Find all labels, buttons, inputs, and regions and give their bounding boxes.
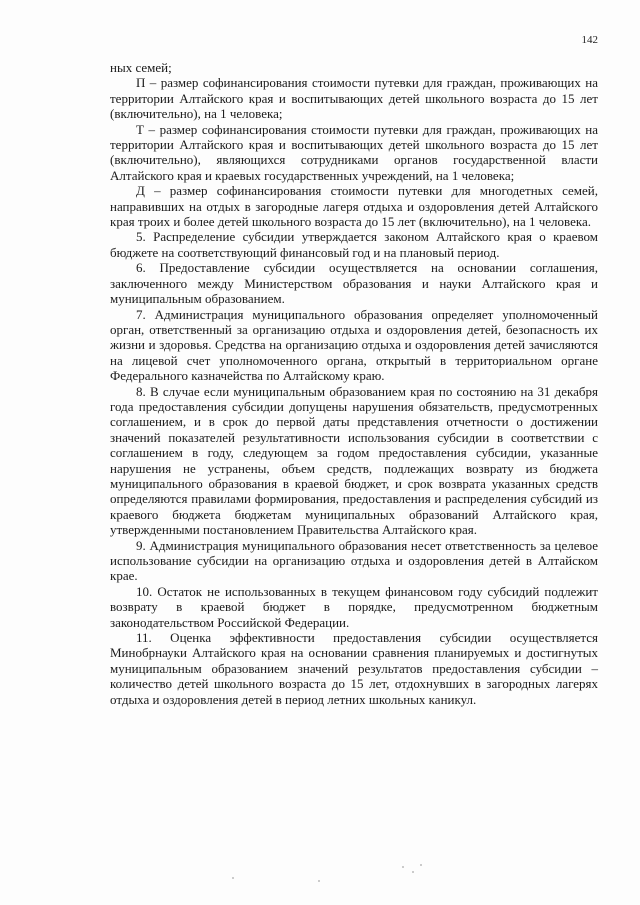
page-number: 142 (581, 34, 598, 46)
paragraph-continuation: ных семей; (110, 60, 172, 75)
paragraph-item-10: 10. Остаток не использованных в текущем финансовом году субсидий подлежит возврату в краевой бюджет в порядке, предусмотренном бюджетным законодательством Российской Федерации. (110, 583, 598, 630)
scan-speck (318, 880, 320, 882)
paragraph-d-definition: Д – размер софинансирования стоимости путевки для многодетных семей, направивших на отдых в загородные лагеря отдыха и оздоровления детей Алтайского края троих и более детей школьного возраста до 15 лет (включительно), на 1 человека. (110, 183, 598, 230)
paragraph-item-6: 6. Предоставление субсидии осуществляется на основании соглашения, заключенного между Министерством образования и науки Алтайского края и муниципальным образованием. (110, 260, 598, 307)
paragraph-item-11: 11. Оценка эффективности предоставления субсидии осуществляется Минобрнауки Алтайского края на основании сравнения планируемых и достигнутых муниципальным образованием значений результатов предоставления субсидии – количество детей школьного возраста до 15 лет, отдохнувших в загородных лагерях отдыха и оздоровления детей в период летних школьных каникул. (110, 630, 598, 707)
paragraph-item-7: 7. Администрация муниципального образования определяет уполномоченный орган, ответственный за организацию отдыха и оздоровления детей, безопасность их жизни и здоровья. Средства на организацию отдыха и оздоровления детей зачисляются на лицевой счет уполномоченного органа, открытый в территориальном органе Федерального казначейства по Алтайскому краю. (110, 306, 598, 384)
paragraph-item-9: 9. Администрация муниципального образования несет ответственность за целевое использование субсидии на организацию отдыха и оздоровления детей в Алтайском крае. (110, 537, 598, 584)
paragraph-t-definition: Т – размер софинансирования стоимости путевки для граждан, проживающих на территории Алтайского края и воспитывающих детей школьного возраста до 15 лет (включительно), являющихся сотрудниками органов государственной власти Алтайского края и краевых государственных учреждений, на 1 человека; (110, 121, 598, 183)
paragraph-p-definition: П – размер софинансирования стоимости путевки для граждан, проживающих на территории Алтайского края и воспитывающих детей школьного возраста до 15 лет (включительно), на 1 человека; (110, 75, 598, 122)
paragraph-item-5: 5. Распределение субсидии утверждается законом Алтайского края о краевом бюджете на соответствующий финансовый год и на плановый период. (110, 229, 598, 260)
scan-speck (412, 871, 414, 873)
body-text (110, 60, 598, 707)
scan-speck (420, 864, 422, 866)
scan-speck (232, 877, 234, 879)
paragraph-item-8: 8. В случае если муниципальным образованием края по состоянию на 31 декабря года предоставления субсидии допущены нарушения обязательств, предусмотренных соглашением, и в срок до первой даты представления отчетности о достижении значений показателей результативности использования субсидии в соответствии с соглашением в году, следующем за годом предоставления субсидии, указанные нарушения не устранены, объем средств, подлежащих возврату из бюджета муниципального образования в краевой бюджет, и срок возврата указанных средств определяются правилами формирования, предоставления и распределения субсидий из краевого бюджета бюджетам муниципальных образований Алтайского края, утвержденными постановлением Правительства Алтайского края. (110, 383, 598, 538)
scan-speck (402, 866, 404, 868)
